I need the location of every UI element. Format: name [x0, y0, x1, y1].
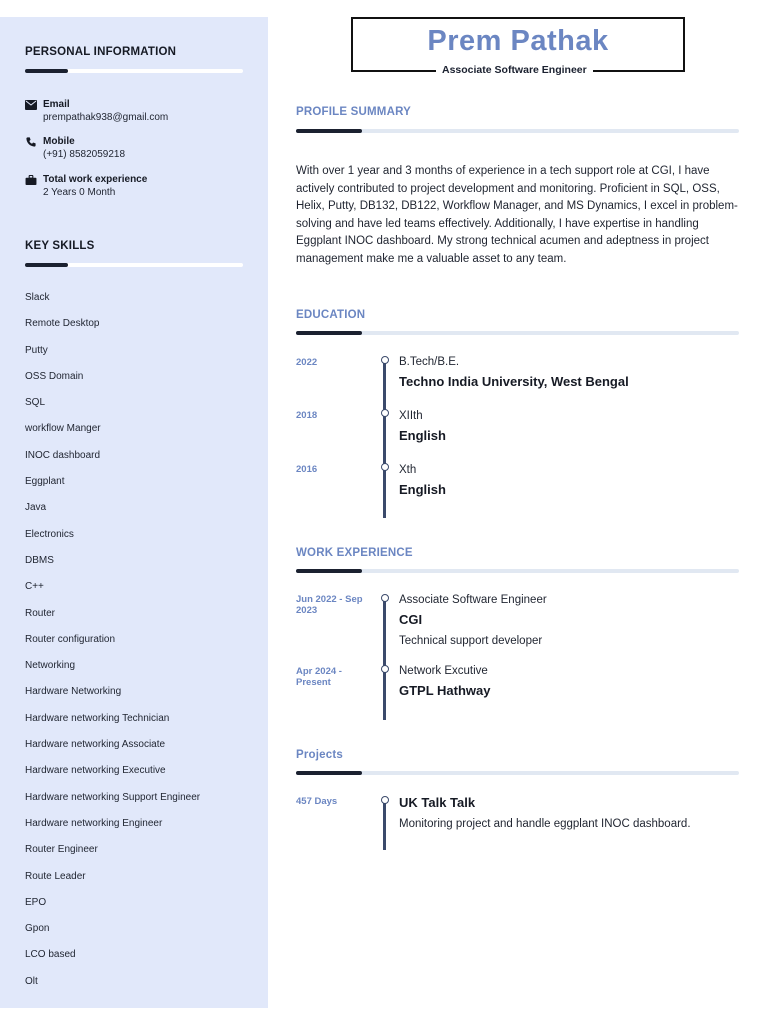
experience-value: 2 Years 0 Month [43, 187, 116, 198]
work-title: Network Excutive [399, 665, 488, 677]
skill-item: Hardware networking Support Engineer [25, 791, 201, 803]
skill-item: DBMS [25, 554, 54, 566]
work-dot [381, 665, 389, 673]
skill-item: Router Engineer [25, 844, 98, 856]
projects-heading: Projects [296, 749, 343, 761]
personal-info-heading: PERSONAL INFORMATION [25, 46, 177, 58]
skill-item: Hardware networking Executive [25, 765, 166, 777]
skill-item: Hardware networking Technician [25, 712, 170, 724]
skill-item: Router [25, 607, 56, 619]
skill-item: LCO based [25, 949, 76, 961]
skill-item: Java [25, 502, 47, 514]
email-value[interactable]: prempathak938@gmail.com [43, 112, 169, 123]
education-dot [381, 409, 389, 417]
education-degree: Xth [399, 464, 417, 476]
skill-item: INOC dashboard [25, 449, 101, 461]
candidate-name: Prem Pathak [427, 25, 609, 57]
skill-item: Networking [25, 660, 76, 672]
education-institute: English [399, 428, 446, 443]
skill-item: Putty [25, 344, 48, 356]
skill-item: Remote Desktop [25, 318, 100, 330]
project-description: Monitoring project and handle eggplant INOC dashboard. [399, 818, 691, 830]
education-date: 2018 [296, 410, 318, 421]
education-institute: English [399, 482, 446, 497]
skill-item: Electronics [25, 528, 74, 540]
skill-item: Hardware networking Engineer [25, 817, 163, 829]
education-dot [381, 463, 389, 471]
mobile-label: Mobile [43, 136, 75, 147]
education-degree: XIIth [399, 410, 423, 422]
candidate-role: Associate Software Engineer [436, 64, 593, 76]
personal-info-divider [25, 69, 243, 73]
work-company: GTPL Hathway [399, 683, 491, 698]
project-title: UK Talk Talk [399, 795, 476, 810]
skills-list [25, 292, 200, 1002]
summary-heading: PROFILE SUMMARY [296, 106, 412, 118]
summary-text: With over 1 year and 3 months of experience in a tech support role at CGI, I have actively contributed to project development and monitoring. Proficient in SQL, OSS, Helix, Putty, DB132, DB122, Workflow Manager, and MS Dynamics, I excel in problem-solving and have led teams effectively. Additionally, I have expertise in handling Eggplant INOC dashboard. My strong technical acumen and adeptness in project management make me a valuable asset to any team. [296, 165, 738, 265]
work-heading: WORK EXPERIENCE [296, 547, 413, 559]
education-degree: B.Tech/B.E. [399, 356, 460, 368]
education-date: 2022 [296, 357, 318, 368]
education-timeline [383, 357, 386, 518]
work-dot [381, 594, 389, 602]
education-heading: EDUCATION [296, 309, 366, 321]
project-dot [381, 796, 389, 804]
work-date: Apr 2024 - Present [296, 666, 342, 688]
key-skills-heading: KEY SKILLS [25, 240, 95, 252]
projects-divider [296, 771, 739, 775]
briefcase-icon [25, 175, 37, 185]
work-date: Jun 2022 - Sep 2023 [296, 594, 363, 616]
skill-item: Eggplant [25, 476, 65, 488]
project-duration: 457 Days [296, 796, 338, 807]
name-header [351, 17, 685, 76]
work-divider [296, 569, 739, 573]
email-icon [25, 100, 37, 110]
skill-item: SQL [25, 397, 46, 409]
skill-item: EPO [25, 896, 47, 908]
key-skills-divider [25, 263, 243, 267]
experience-label: Total work experience [43, 174, 148, 185]
work-description: Technical support developer [399, 635, 543, 647]
phone-icon [25, 137, 37, 147]
education-date: 2016 [296, 464, 318, 475]
skill-item: Hardware networking Associate [25, 739, 166, 751]
work-company: CGI [399, 612, 423, 627]
email-label: Email [43, 99, 70, 110]
projects-timeline [383, 797, 386, 850]
skill-item: Gpon [25, 923, 50, 935]
mobile-value: (+91) 8582059218 [43, 149, 126, 160]
skill-item: OSS Domain [25, 370, 84, 382]
education-institute: Techno India University, West Bengal [399, 374, 629, 389]
skill-item: Olt [25, 975, 38, 987]
skill-item: Router configuration [25, 633, 116, 645]
education-divider [296, 331, 739, 335]
skill-item: C++ [25, 581, 44, 593]
education-dot [381, 356, 389, 364]
summary-divider [296, 129, 739, 133]
skill-item: Route Leader [25, 870, 86, 882]
skill-item: Slack [25, 292, 50, 303]
skill-item: Hardware Networking [25, 686, 122, 698]
work-title: Associate Software Engineer [399, 594, 547, 606]
work-timeline [383, 595, 386, 720]
skill-item: workflow Manger [25, 423, 101, 435]
